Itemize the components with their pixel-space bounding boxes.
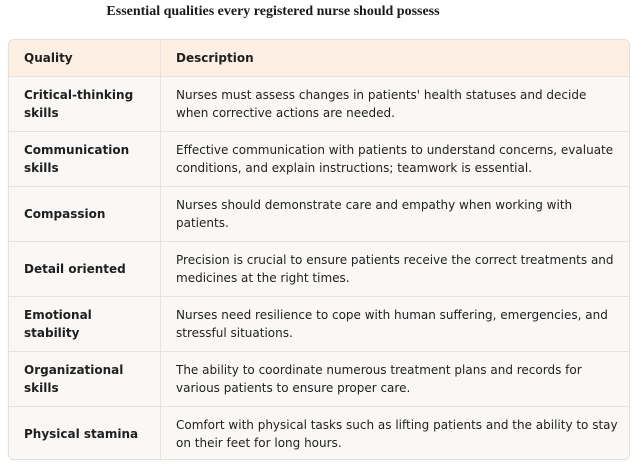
description-cell: The ability to coordinate numerous treatment plans and records for various patients to ensure proper care. xyxy=(161,352,630,407)
description-cell: Comfort with physical tasks such as lifting patients and the ability to stay on their feet for long hours. xyxy=(161,407,630,461)
description-cell: Effective communication with patients to understand concerns, evaluate conditions, and explain instructions; teamwork is essential. xyxy=(161,132,630,187)
table-row xyxy=(9,132,629,187)
table-row xyxy=(9,297,629,352)
quality-cell: Detail oriented xyxy=(9,242,161,297)
qualities-table xyxy=(8,39,630,460)
header-description: Description xyxy=(161,40,630,77)
table-header-row xyxy=(9,40,629,77)
page-title: Essential qualities every registered nurse should possess xyxy=(106,4,440,19)
description-cell: Nurses must assess changes in patients' health statuses and decide when corrective actions are needed. xyxy=(161,77,630,132)
header-quality: Quality xyxy=(9,40,161,77)
table-row xyxy=(9,352,629,407)
quality-cell: Communication skills xyxy=(9,132,161,187)
description-cell: Precision is crucial to ensure patients receive the correct treatments and medicines at the right times. xyxy=(161,242,630,297)
quality-cell: Emotional stability xyxy=(9,297,161,352)
table-row xyxy=(9,77,629,132)
quality-cell: Physical stamina xyxy=(9,407,161,461)
table-row xyxy=(9,187,629,242)
table-row xyxy=(9,407,629,461)
quality-cell: Compassion xyxy=(9,187,161,242)
quality-cell: Organizational skills xyxy=(9,352,161,407)
table-row xyxy=(9,242,629,297)
qualities-table-grid xyxy=(9,40,629,460)
description-cell: Nurses should demonstrate care and empathy when working with patients. xyxy=(161,187,630,242)
quality-cell: Critical-thinking skills xyxy=(9,77,161,132)
description-cell: Nurses need resilience to cope with human suffering, emergencies, and stressful situations. xyxy=(161,297,630,352)
